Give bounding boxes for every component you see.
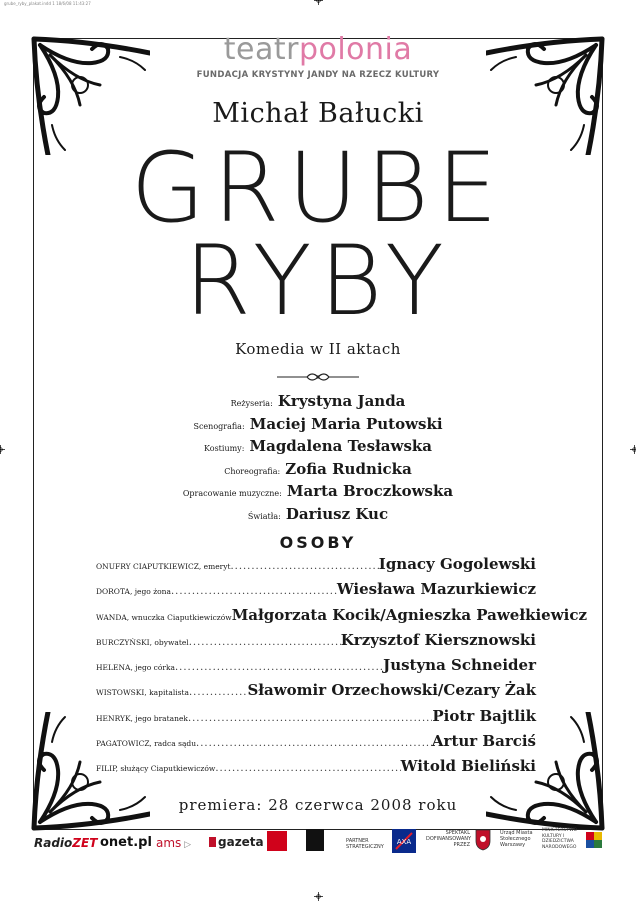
cast-row xyxy=(96,577,536,602)
cast-actor: Piotr Bajtlik xyxy=(432,706,536,725)
cast-role: WANDA, wnuczka Ciaputkiewiczów xyxy=(96,612,232,622)
cast-row xyxy=(96,603,587,628)
gazeta-logo xyxy=(209,835,264,849)
play-author: Michał Bałucki xyxy=(212,98,424,129)
credit-name: Magdalena Tesławska xyxy=(249,437,432,455)
ministry-label: MINISTERSTWO KULTURY I DZIEDZICTWA NARODOWEGO xyxy=(542,828,578,850)
cast-actor: Krzysztof Kiersznowski xyxy=(340,630,536,649)
leader-dots xyxy=(175,655,383,680)
cast-row xyxy=(96,704,536,729)
leader-dots xyxy=(215,756,400,781)
radio-zet-part2: ZET xyxy=(72,836,98,850)
cast-role: FILIP, służący Ciaputkiewiczów xyxy=(96,764,216,774)
cast-heading: OSOBY xyxy=(279,533,357,552)
credits-list xyxy=(0,390,636,525)
credit-name: Marta Broczkowska xyxy=(286,482,454,500)
cast-row xyxy=(96,653,536,678)
credit-row xyxy=(0,390,636,413)
leader-dots xyxy=(171,579,337,604)
svg-text:AXA: AXA xyxy=(396,838,412,846)
cast-actor: Wiesława Mazurkiewicz xyxy=(336,580,536,599)
credit-role: Kostiumy: xyxy=(203,444,245,453)
credit-row xyxy=(0,480,636,503)
cast-role: DOROTA, jego żona xyxy=(96,587,171,597)
cast-role: ONUFRY CIAPUTKIEWICZ, emeryt xyxy=(96,562,231,571)
leader-dots xyxy=(188,706,432,731)
cast-role: BURCZYŃSKI, obywatel xyxy=(96,637,189,647)
radio-zet-part1: Radio xyxy=(34,836,73,850)
cast-actor: Artur Barciś xyxy=(431,732,536,751)
credit-row xyxy=(0,413,636,436)
axa-logo-icon xyxy=(392,829,416,853)
credit-role: Opracowanie muzyczne: xyxy=(182,489,282,498)
leader-dots xyxy=(230,554,378,579)
radio-zet-logo xyxy=(34,836,97,850)
registration-mark-icon xyxy=(314,0,323,5)
cast-role: HENRYK, jego bratanek xyxy=(96,713,188,723)
tv-channel-logo-icon xyxy=(306,829,324,851)
leader-dots xyxy=(189,630,341,655)
foundation-tagline: FUNDACJA KRYSTYNY JANDY NA RZECZ KULTURY xyxy=(196,70,440,80)
logo-part-polonia: polonia xyxy=(298,32,413,67)
credit-name: Maciej Maria Putowski xyxy=(249,414,443,433)
credit-row xyxy=(0,435,636,458)
cast-row xyxy=(96,678,536,703)
gazeta-logo-text: gazeta xyxy=(218,835,264,849)
credit-role: Choreografia: xyxy=(224,466,281,476)
partner-label: PARTNER STRATEGICZNY xyxy=(346,838,384,850)
cast-actor: Małgorzata Kocik/Agnieszka Pawełkiewicz xyxy=(231,605,587,624)
cast-role: HELENA, jego córka xyxy=(96,663,175,673)
ams-logo: ams ▷ xyxy=(156,836,192,850)
cast-row xyxy=(96,754,536,779)
credit-role: Światła: xyxy=(247,511,281,521)
cast-row xyxy=(96,628,536,653)
cast-row xyxy=(96,729,536,754)
credit-row xyxy=(0,458,636,481)
play-subtitle: Komedia w II aktach xyxy=(235,340,401,358)
cast-actor: Sławomir Orzechowski/Cezary Żak xyxy=(247,681,536,700)
leader-dots xyxy=(196,731,432,756)
cast-row xyxy=(96,552,536,577)
onet-logo: onet.pl xyxy=(100,835,152,850)
file-header: grube_ryby_plakat.indd 1 18/6/08 11:43:27 xyxy=(4,1,91,6)
cast-actor: Witold Bieliński xyxy=(400,757,536,776)
credit-role: Scenografia: xyxy=(193,421,245,431)
logo-part-teatr: teatr xyxy=(223,32,299,67)
credit-row xyxy=(0,503,636,526)
sponsors-strip xyxy=(34,828,604,858)
city-coat-of-arms-icon xyxy=(475,829,491,851)
financed-label: SPEKTAKL DOFINANSOWANY PRZEZ xyxy=(426,830,472,848)
cast-actor: Ignacy Gogolewski xyxy=(378,555,536,573)
ams-logo-text: ams xyxy=(156,836,182,850)
leader-dots xyxy=(189,680,247,705)
film-channel-logo-icon xyxy=(267,831,287,851)
cast-list xyxy=(96,552,587,780)
credit-role: Reżyseria: xyxy=(230,399,273,408)
cast-role: WISTOWSKI, kapitalista xyxy=(96,688,189,698)
premiere-date: premiera: 28 czerwca 2008 roku xyxy=(178,796,458,814)
theatre-logo xyxy=(0,32,636,67)
credit-name: Dariusz Kuc xyxy=(285,504,389,523)
scroll-ornament-icon xyxy=(0,368,636,387)
ministry-logo-icon xyxy=(586,832,602,848)
city-label: Urząd Miasta Stołecznego Warszawy xyxy=(500,830,533,848)
play-title-line1: GRUBE xyxy=(130,132,506,244)
play-title-line2: RYBY xyxy=(184,225,452,337)
cast-actor: Justyna Schneider xyxy=(383,656,536,675)
credit-name: Krystyna Janda xyxy=(277,392,406,410)
credit-name: Zofia Rudnicka xyxy=(285,459,412,478)
cast-role: PAGATOWICZ, radca sądu xyxy=(96,739,197,749)
